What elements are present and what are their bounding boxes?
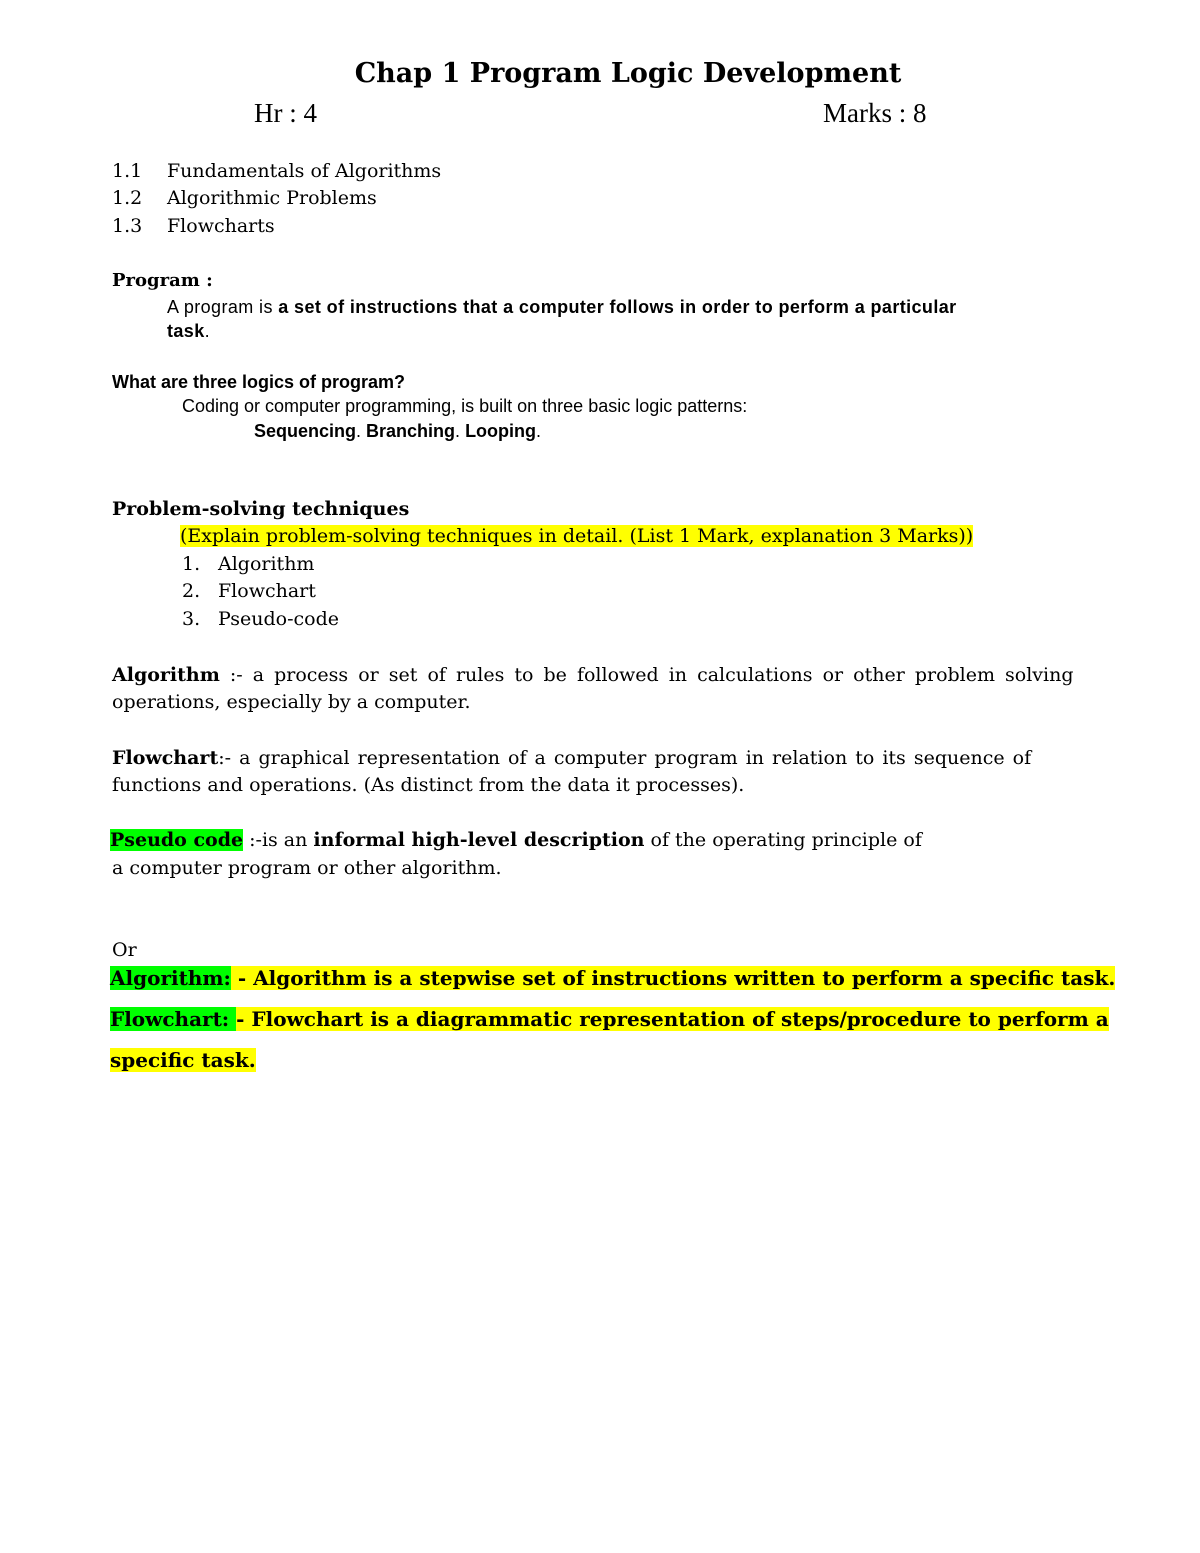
pseudo-definition xyxy=(110,829,922,851)
alt-flowchart-definition-cont xyxy=(110,1048,256,1072)
page-title: Chap 1 Program Logic Development xyxy=(354,58,902,89)
program-bold-line2: task xyxy=(167,321,205,341)
pseudo-term: Pseudo code xyxy=(110,829,244,851)
alt-algorithm-text: - Algorithm is a stepwise set of instructions written to perform a specific task. xyxy=(230,966,1116,990)
alt-flowchart-definition xyxy=(110,1007,1109,1031)
program-bold-line1: a set of instructions that a computer follows in order to perform a particular xyxy=(278,297,957,317)
algorithm-term: Algorithm xyxy=(112,664,220,686)
flowchart-definition xyxy=(112,747,1088,769)
toc-item-label: Flowcharts xyxy=(167,215,275,237)
program-prefix: A program is xyxy=(167,297,279,317)
toc-item-number: 1.1 xyxy=(112,160,143,182)
alt-algorithm-definition xyxy=(110,966,1115,990)
technique-number: 2. xyxy=(182,580,201,602)
logic-branching: Branching xyxy=(366,421,456,441)
toc-item-label: Fundamentals of Algorithms xyxy=(167,160,442,182)
alt-flowchart-text-cont: specific task. xyxy=(110,1048,256,1072)
toc-item-number: 1.3 xyxy=(112,215,143,237)
flowchart-term: Flowchart xyxy=(112,747,219,769)
logic-separator: . xyxy=(455,421,466,441)
techniques-note xyxy=(180,525,973,547)
algorithm-text: :- a process or set of rules to be followed in calculations or other problem solving xyxy=(219,664,1074,686)
technique-number: 1. xyxy=(182,553,201,575)
technique-label: Pseudo-code xyxy=(218,608,340,630)
logic-patterns: Sequencing. Branching. Looping. xyxy=(254,421,542,441)
technique-item xyxy=(182,608,339,630)
toc-item xyxy=(112,160,441,182)
toc-item xyxy=(112,187,377,209)
techniques-heading: Problem-solving techniques xyxy=(112,498,410,520)
alt-flowchart-text: - Flowchart is a diagrammatic representation of steps/procedure to perform a xyxy=(236,1007,1109,1031)
technique-number: 3. xyxy=(182,608,201,630)
program-heading: Program : xyxy=(112,270,213,291)
logics-question: What are three logics of program? xyxy=(112,372,406,392)
pseudo-definition-cont: a computer program or other algorithm. xyxy=(112,857,502,879)
logics-answer: Coding or computer programming, is built on three basic logic patterns: xyxy=(182,396,748,416)
logic-sequencing: Sequencing xyxy=(254,421,357,441)
technique-label: Flowchart xyxy=(218,580,316,602)
alt-algorithm-term: Algorithm: xyxy=(110,966,231,990)
flowchart-text: :- a graphical representation of a computer program in relation to its sequence of xyxy=(218,747,1032,769)
algorithm-definition-cont: operations, especially by a computer. xyxy=(112,691,471,713)
technique-item xyxy=(182,580,316,602)
pseudo-text-a: :-is an xyxy=(243,829,314,851)
pseudo-bold: informal high-level description xyxy=(313,829,645,851)
logic-separator: . xyxy=(356,421,367,441)
logic-looping: Looping xyxy=(465,421,537,441)
flowchart-definition-cont: functions and operations. (As distinct from the data it processes). xyxy=(112,774,745,796)
toc-item-number: 1.2 xyxy=(112,187,143,209)
program-suffix: . xyxy=(204,321,211,341)
techniques-note-text: (Explain problem-solving techniques in detail. (List 1 Mark, explanation 3 Marks)) xyxy=(180,525,974,547)
or-label: Or xyxy=(112,939,137,961)
toc-item xyxy=(112,215,275,237)
technique-item xyxy=(182,553,314,575)
technique-label: Algorithm xyxy=(218,553,315,575)
algorithm-definition xyxy=(112,664,1088,686)
marks-label: Marks : 8 xyxy=(823,98,927,128)
toc-item-label: Algorithmic Problems xyxy=(167,187,377,209)
program-definition-end xyxy=(167,321,210,342)
hours-label: Hr : 4 xyxy=(254,98,317,128)
alt-flowchart-term: Flowchart: xyxy=(110,1007,237,1031)
pseudo-text-b: of the operating principle of xyxy=(644,829,922,851)
program-definition xyxy=(167,297,1087,318)
